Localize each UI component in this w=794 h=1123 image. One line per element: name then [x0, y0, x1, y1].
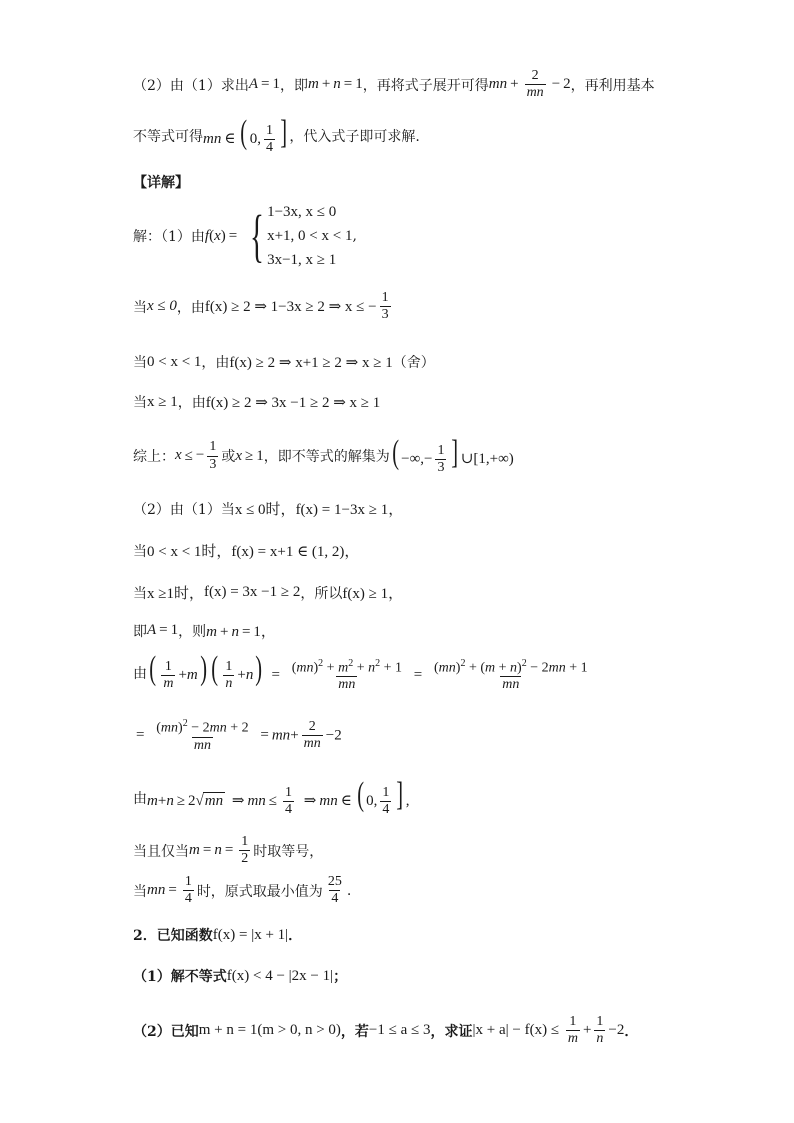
- step-condition: x ≤ 0: [147, 298, 177, 315]
- frac-one-third: $\frac{1}{3}$: [381, 290, 389, 323]
- question-label: （1）解不等式: [133, 969, 227, 985]
- part2-text: （2）由（1）当: [133, 501, 235, 518]
- minimum-line: [133, 874, 351, 907]
- problem-expr: f(x) = |x + 1|: [212, 926, 289, 943]
- math-A-eq-1: A = 1: [248, 76, 280, 93]
- question-text: ，求证: [430, 1023, 473, 1040]
- math-A-eq-1: A = 1: [147, 622, 179, 638]
- part2-text: ，则: [178, 623, 207, 640]
- math-m-plus-n: m + n = 1: [307, 76, 363, 93]
- step-3: 当 x ≥ 1 ，由 f(x) ≥ 2 ⇒ 3x −1 ≥ 2 ⇒ x ≥ 1: [133, 393, 381, 411]
- analysis-text: 不等式可得: [133, 129, 203, 146]
- intro-text: 解：（1）由: [133, 229, 205, 245]
- math-mn-interval: mn ∈ ( 0, $\frac{1}{4}$ ]: [203, 114, 288, 156]
- problem-text: ．: [288, 928, 303, 944]
- math-f-of-x: f(x) =: [204, 227, 238, 244]
- summary-text: 或: [221, 449, 236, 466]
- expansion-line-1: [133, 652, 593, 693]
- problem-2-statement: [133, 925, 302, 945]
- summary-text: ，即不等式的解集为: [263, 449, 390, 466]
- step-text: 当: [133, 299, 147, 316]
- equality-line: [133, 834, 323, 867]
- math-x-leq: x ≤ − $\frac{1}{3}$: [175, 439, 217, 472]
- part2-text: 当: [133, 543, 147, 560]
- question-cond: m + n = 1(m > 0, n > 0): [198, 1022, 341, 1039]
- math-amgm: m+n ≥ 2√mn ⇒ mn ≤ $\frac{1}{4}$ ⇒ mn ∈ ( 0, $\frac{1}{4}$ ] ,: [147, 776, 410, 818]
- part2-text: 即: [133, 623, 147, 640]
- expansion-line-2: [133, 718, 342, 754]
- part2-expr: f(x) = x+1 ∈ (1, 2)，: [231, 544, 360, 560]
- part2-expr: f(x) = 1−3x ≥ 1，: [295, 502, 404, 518]
- amgm-text: 由: [133, 791, 147, 808]
- solution-heading: [133, 172, 189, 192]
- math-solution-set: ( −∞,− $\frac{1}{3}$ ] ∪[1,+∞): [392, 434, 514, 476]
- math-mn-expr: mn + $\frac{2}{mn}$ − 2: [488, 68, 571, 101]
- equality-text: 时取等号，: [253, 843, 324, 860]
- math-mn-quarter: mn = $\frac{1}{4}$: [147, 874, 192, 907]
- step-1: 当 x ≤ 0 ，由 f(x) ≥ 2 ⇒ 1−3x ≥ 2 ⇒ x ≤ − $\frac{1}{3}$: [133, 290, 389, 323]
- problem-number: 2．已知函数: [133, 928, 213, 944]
- math-expansion-1: ( $\frac{1}{m}$ +m) ( $\frac{1}{n}$ +n) = $\frac{(mn)^2 + m^2 + n^2 + 1}{mn}$ = $\frac{(mn)^2 + (m + n)^2 - 2mn + 1}{mn}$: [149, 650, 588, 693]
- step-note: （舍）: [392, 355, 435, 371]
- part2-line-b: [133, 540, 359, 561]
- analysis-text: ，代入式子即可求解.: [289, 129, 420, 146]
- part2-expr: f(x) = 3x −1 ≥ 2: [203, 584, 301, 600]
- question-range: −1 ≤ a ≤ 3: [368, 1022, 431, 1039]
- minimum-text: 时，原式取最小值为: [196, 883, 323, 900]
- analysis-text: （2）由（1）求出: [133, 77, 249, 94]
- part2-expr: f(x) ≥ 1，: [342, 586, 404, 602]
- summary-line: [133, 436, 514, 476]
- part2-line-a: [133, 498, 403, 519]
- problem-2-q2: [133, 1014, 638, 1047]
- math-m-eq-n: m = n = $\frac{1}{2}$: [189, 834, 249, 867]
- part2-cond: x ≥1时，: [147, 586, 204, 602]
- heading-text: 【详解】: [133, 175, 189, 191]
- analysis-line-1: [133, 68, 655, 101]
- question-expr-text: |x + a| − f(x) ≤: [472, 1022, 560, 1039]
- part2-cond: x ≤ 0时，: [234, 502, 296, 518]
- step-condition: 0 < x < 1: [147, 353, 202, 370]
- summary-text: 综上：: [133, 449, 175, 466]
- part2-line-d: [133, 620, 276, 641]
- question-text: ．: [624, 1023, 639, 1040]
- analysis-line-2: [133, 116, 420, 156]
- solution-piecewise: 解：（1）由 f(x) = { 1−3x, x ≤ 0 x+1, 0 < x < 1 3x−1, x ≥ 1 ,: [133, 200, 357, 272]
- case-3: 3x−1, x ≥ 1: [267, 252, 337, 268]
- step-2: 当 0 < x < 1 ，由 f(x) ≥ 2 ⇒ x+1 ≥ 2 ⇒ x ≥ 1 （舍）: [133, 353, 435, 371]
- case-2: x+1, 0 < x < 1: [267, 228, 353, 244]
- math-x-geq: x ≥ 1: [235, 447, 264, 464]
- minimum-text: .: [346, 882, 352, 899]
- analysis-text: ，再利用基本: [570, 77, 655, 94]
- step-condition: x ≥ 1: [147, 393, 178, 410]
- step-body: f(x) ≥ 2 ⇒ 1−3x ≥ 2 ⇒ x ≤ −: [204, 299, 377, 316]
- math-expansion-2: = $\frac{(mn)^2 - 2mn + 2}{mn}$ = mn+ $\frac{2}{mn}$ −2: [136, 718, 342, 753]
- step-body: f(x) ≥ 2 ⇒ 3x −1 ≥ 2 ⇒ x ≥ 1: [205, 394, 381, 411]
- part2-text: ，所以: [300, 585, 343, 602]
- question-expr: |x + a| − f(x) ≤ $\frac{1}{m}$ + $\frac{1}{n}$ −2: [472, 1014, 625, 1047]
- math-min-value: $\frac{25}{4}$: [327, 874, 342, 907]
- question-text: ；: [333, 969, 348, 985]
- analysis-text: ，再将式子展开可得: [362, 77, 489, 94]
- question-expr: f(x) < 4 − |2x − 1|: [226, 967, 334, 984]
- part2-text: 当: [133, 585, 147, 602]
- piecewise-cases: { 1−3x, x ≤ 0 x+1, 0 < x < 1 3x−1, x ≥ 1: [243, 200, 352, 272]
- question-text: ，若: [340, 1023, 369, 1040]
- minimum-text: 当: [133, 883, 147, 900]
- step-text: 当: [133, 395, 147, 411]
- question-label: （2）已知: [133, 1023, 199, 1040]
- step-body: f(x) ≥ 2 ⇒ x+1 ≥ 2 ⇒ x ≥ 1: [229, 354, 393, 371]
- problem-2-q1: [133, 966, 347, 986]
- case-1: 1−3x, x ≤ 0: [267, 204, 337, 220]
- equality-text: 当且仅当: [133, 843, 189, 860]
- part2-cond: 0 < x < 1时，: [147, 544, 232, 560]
- math-m-plus-n: m + n = 1，: [206, 624, 276, 640]
- step-text: 当: [133, 355, 147, 371]
- analysis-text: ，即: [279, 77, 308, 94]
- part2-line-c: [133, 582, 403, 603]
- expand-text: 由: [133, 665, 147, 682]
- amgm-line: [133, 778, 409, 818]
